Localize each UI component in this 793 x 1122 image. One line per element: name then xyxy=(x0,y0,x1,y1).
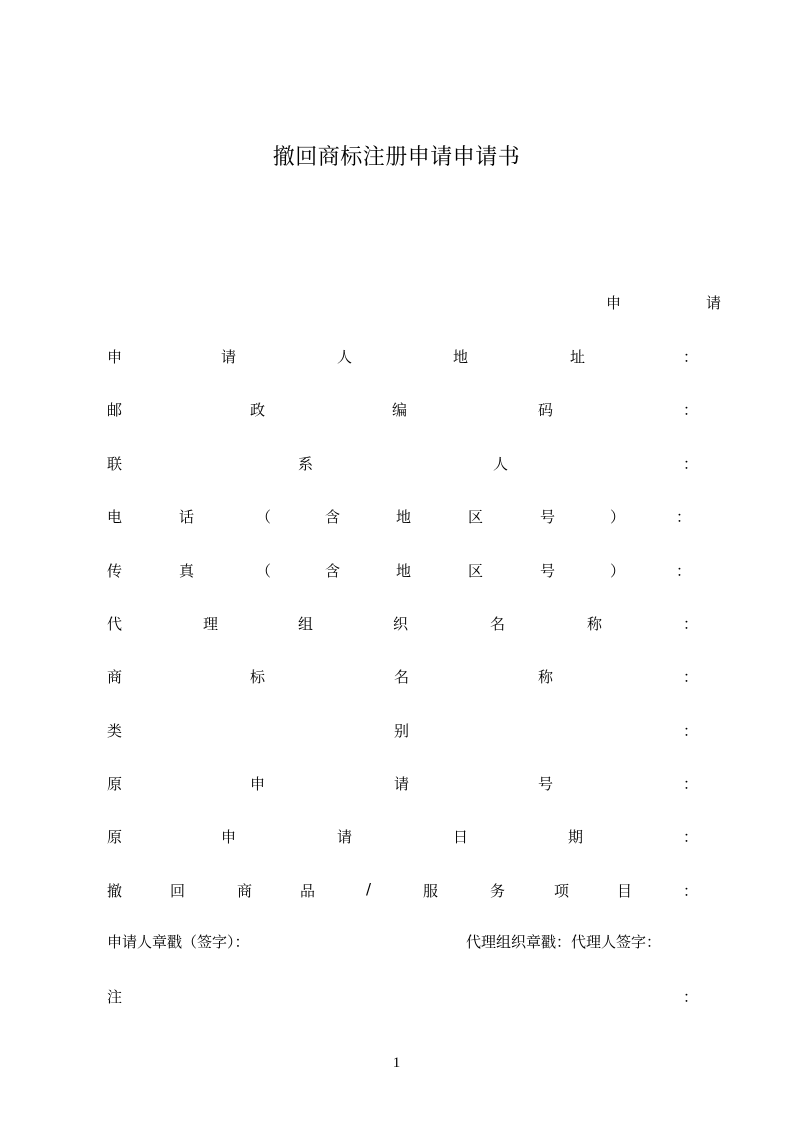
field-colon: ： xyxy=(683,828,699,846)
field-label-char: 号 xyxy=(540,562,556,580)
form-field-row xyxy=(0,613,793,637)
field-colon: ： xyxy=(683,775,699,793)
field-label-char: 区 xyxy=(468,508,484,526)
field-label-char: 代 xyxy=(107,615,123,633)
field-label-char: 组 xyxy=(298,615,314,633)
field-colon: ： xyxy=(683,668,699,686)
field-label-char: 日 xyxy=(453,828,469,846)
field-label-char: 址 xyxy=(570,348,586,366)
field-label-char: 名 xyxy=(394,668,410,686)
field-label-char: 地 xyxy=(453,348,469,366)
field-label-char: 原 xyxy=(107,828,123,846)
field-label-char: 人 xyxy=(493,455,509,473)
form-field-row xyxy=(0,773,793,797)
field-label-char: 号 xyxy=(538,775,554,793)
field-label-char: 邮 xyxy=(107,401,123,419)
field-label-char: 理 xyxy=(203,615,219,633)
field-label-char: 织 xyxy=(393,615,409,633)
field-colon: ： xyxy=(676,562,692,580)
form-field-row xyxy=(0,346,793,370)
field-label-char: 品 xyxy=(300,882,316,900)
field-label-char: 话 xyxy=(179,508,195,526)
field-colon: ： xyxy=(676,508,692,526)
field-label-char: 别 xyxy=(394,722,410,740)
field-label-char: 地 xyxy=(396,508,412,526)
field-label-char: 商 xyxy=(107,668,123,686)
field-label-char: 撤 xyxy=(107,882,123,900)
field-label-char: （ xyxy=(256,508,272,526)
field-label-char: 含 xyxy=(325,562,341,580)
form-field-row xyxy=(0,506,793,530)
form-field-row xyxy=(0,399,793,423)
field-label-char: 类 xyxy=(107,722,123,740)
field-label-char: 码 xyxy=(538,401,554,419)
applicant-char: 申 xyxy=(606,294,622,312)
field-label-char: 项 xyxy=(554,882,570,900)
note-char: 注 xyxy=(107,988,123,1006)
field-label-char: 政 xyxy=(250,401,266,419)
field-label-char: 期 xyxy=(568,828,584,846)
page-number: 1 xyxy=(392,1055,401,1071)
field-label-char: 原 xyxy=(107,775,123,793)
form-field-row xyxy=(0,666,793,690)
field-label-char: 商 xyxy=(237,882,253,900)
field-label-char: / xyxy=(366,880,372,898)
field-label-char: 请 xyxy=(221,348,237,366)
field-label-char: 务 xyxy=(490,882,506,900)
field-label-char: 电 xyxy=(107,508,123,526)
field-label-char: 回 xyxy=(170,882,186,900)
field-label-char: ） xyxy=(610,508,626,526)
applicant-signature-label: 申请人章戳（签字）： xyxy=(107,933,250,951)
field-label-char: 传 xyxy=(107,562,123,580)
form-field-row xyxy=(0,560,793,584)
field-label-char: 服 xyxy=(423,882,439,900)
field-label-char: 目 xyxy=(617,882,633,900)
field-colon: ： xyxy=(683,615,699,633)
form-field-row xyxy=(0,720,793,744)
form-field-row xyxy=(0,826,793,850)
form-field-row xyxy=(0,453,793,477)
field-colon: ： xyxy=(683,348,699,366)
document-title: 撤回商标注册申请申请书 xyxy=(272,145,521,170)
field-label-char: 号 xyxy=(540,508,556,526)
field-label-char: 真 xyxy=(179,562,195,580)
agent-signature-label: 代理组织章戳：代理人签字： xyxy=(466,933,662,951)
field-label-char: 称 xyxy=(587,615,603,633)
field-label-char: 编 xyxy=(392,401,408,419)
field-colon: ： xyxy=(683,882,699,900)
field-label-char: 区 xyxy=(468,562,484,580)
field-label-char: 标 xyxy=(250,668,266,686)
field-colon: ： xyxy=(683,455,699,473)
field-label-char: ） xyxy=(610,562,626,580)
field-label-char: （ xyxy=(256,562,272,580)
field-label-char: 人 xyxy=(337,348,353,366)
field-label-char: 联 xyxy=(107,455,123,473)
note-colon: ： xyxy=(683,988,699,1006)
field-label-char: 名 xyxy=(490,615,506,633)
field-label-char: 申 xyxy=(221,828,237,846)
applicant-char: 请 xyxy=(706,294,722,312)
field-colon: ： xyxy=(683,401,699,419)
applicant-name-line xyxy=(0,292,793,316)
field-label-char: 申 xyxy=(250,775,266,793)
field-colon: ： xyxy=(683,722,699,740)
field-label-char: 系 xyxy=(298,455,314,473)
field-label-char: 请 xyxy=(394,775,410,793)
note-line xyxy=(0,986,793,1010)
form-field-row xyxy=(0,880,793,904)
field-label-char: 含 xyxy=(325,508,341,526)
field-label-char: 申 xyxy=(107,348,123,366)
field-label-char: 请 xyxy=(337,828,353,846)
field-label-char: 地 xyxy=(396,562,412,580)
field-label-char: 称 xyxy=(538,668,554,686)
